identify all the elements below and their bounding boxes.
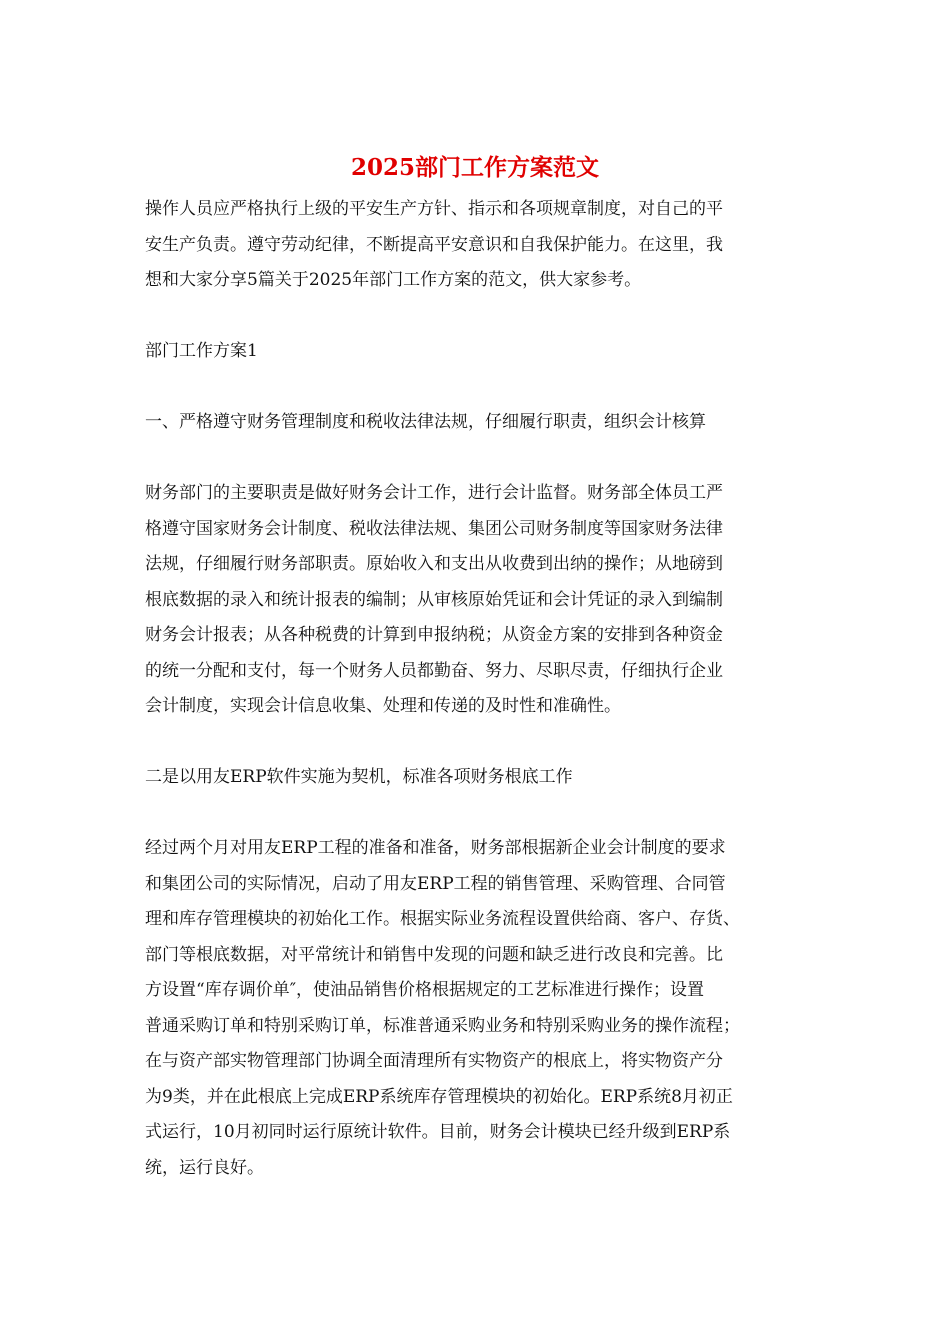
text-line: 二是以用友ERP软件实施为契机，标准各项财务根底工作	[145, 767, 573, 787]
text-line: 和集团公司的实际情况，启动了用友ERP工程的销售管理、采购管理、合同管	[145, 873, 726, 894]
paragraph-spacer	[145, 299, 805, 335]
text-line: 格遵守国家财务会计制度、税收法律法规、集团公司财务制度等国家财务法律	[145, 518, 723, 539]
text-line: 财务会计报表；从各种税费的计算到申报纳税；从资金方案的安排到各种资金	[145, 625, 723, 645]
text-line: 普通采购订单和特别采购订单，标准普通采购业务和特别采购业务的操作流程；	[145, 1015, 740, 1036]
text-line: 财务部门的主要职责是做好财务会计工作，进行会计监督。财务部全体员工严	[145, 483, 723, 503]
paragraph-spacer	[145, 796, 805, 832]
subheading-1	[145, 405, 805, 441]
text-line: 理和库存管理模块的初始化工作。根据实际业务流程设置供给商、客户、存货、	[145, 909, 740, 929]
text-line: 想和大家分享5篇关于2025年部门工作方案的范文，供大家参考。	[145, 270, 642, 290]
text-line: 部门等根底数据，对平常统计和销售中发现的问题和缺乏进行改良和完善。比	[145, 944, 723, 965]
text-line: 在与资产部实物管理部门协调全面清理所有实物资产的根底上，将实物资产分	[145, 1051, 723, 1071]
paragraph-spacer	[145, 725, 805, 761]
text-line: 为9类，并在此根底上完成ERP系统库存管理模块的初始化。ERP系统8月初正	[145, 1086, 733, 1107]
text-line: 统，运行良好。	[145, 1157, 264, 1178]
paragraph-2	[145, 831, 805, 1186]
text-line: 安生产负责。遵守劳动纪律，不断提高平安意识和自我保护能力。在这里，我	[145, 234, 723, 255]
intro-paragraph	[145, 192, 805, 299]
document-body	[145, 192, 805, 1186]
text-line: 方设置“库存调价单″，使油品销售价格根据规定的工艺标准进行操作；设置	[145, 980, 705, 1000]
paragraph-1	[145, 476, 805, 725]
text-line: 一、严格遵守财务管理制度和税收法律法规，仔细履行职责，组织会计核算	[145, 412, 706, 432]
text-line: 的统一分配和支付，每一个财务人员都勤奋、努力、尽职尽责，仔细执行企业	[145, 660, 723, 681]
section-heading	[145, 334, 805, 370]
text-line: 根底数据的录入和统计报表的编制；从审核原始凭证和会计凭证的录入到编制	[145, 589, 723, 610]
text-line: 经过两个月对用友ERP工程的准备和准备，财务部根据新企业会计制度的要求	[145, 838, 726, 858]
text-line: 会计制度，实现会计信息收集、处理和传递的及时性和准确性。	[145, 696, 621, 716]
paragraph-spacer	[145, 441, 805, 477]
text-line: 法规，仔细履行财务部职责。原始收入和支出从收费到出纳的操作；从地磅到	[145, 554, 723, 574]
text-line: 式运行，10月初同时运行原统计软件。目前，财务会计模块已经升级到ERP系	[145, 1122, 731, 1142]
text-line: 操作人员应严格执行上级的平安生产方针、指示和各项规章制度，对自己的平	[145, 199, 723, 219]
paragraph-spacer	[145, 370, 805, 406]
text-line: 部门工作方案1	[145, 341, 258, 361]
document-title: 2025部门工作方案范文	[350, 154, 599, 181]
subheading-2	[145, 760, 805, 796]
